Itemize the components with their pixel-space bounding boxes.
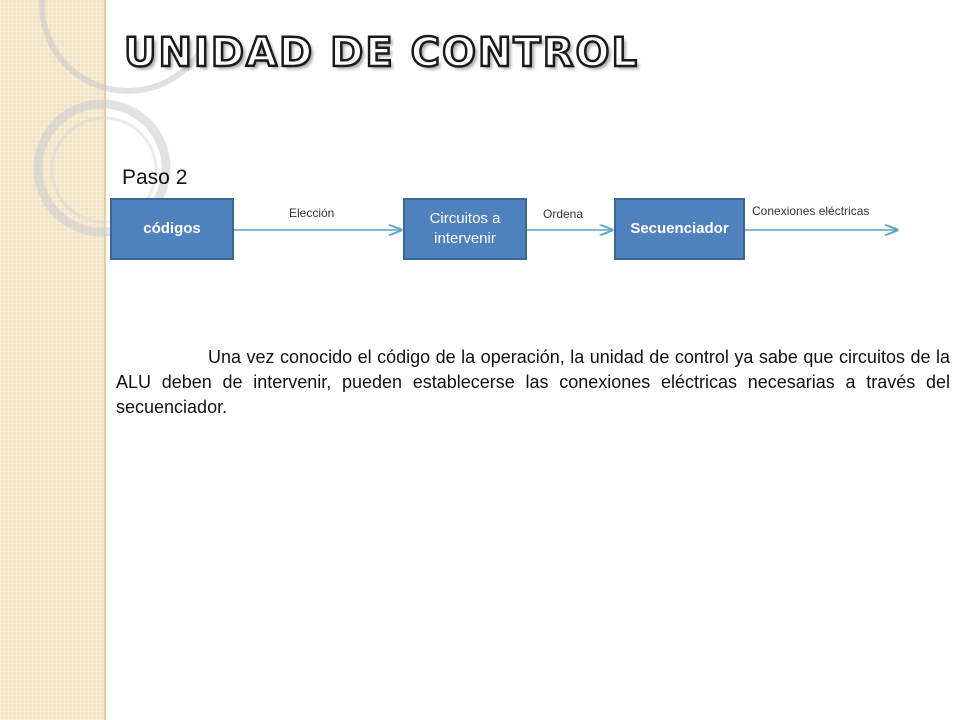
edge-label-ordena: Ordena: [543, 207, 584, 221]
node-secuenciador: Secuenciador: [614, 198, 745, 260]
explanation-paragraph: Una vez conocido el código de la operación, la unidad de control ya sabe que circuitos de la ALU deben de intervenir, pueden establecerse las conexiones eléctricas necesarias a través del secuenciador.: [116, 347, 950, 417]
edge-label-eleccion: Elección: [289, 206, 335, 220]
step-label: Paso 2: [122, 166, 188, 189]
node-codigos: códigos: [110, 198, 234, 260]
edge-label-conexiones: Conexiones eléctricas: [752, 204, 870, 218]
node-circuitos: Circuitos a intervenir: [403, 198, 527, 260]
slide-title: UNIDAD DE CONTROL: [124, 30, 639, 76]
